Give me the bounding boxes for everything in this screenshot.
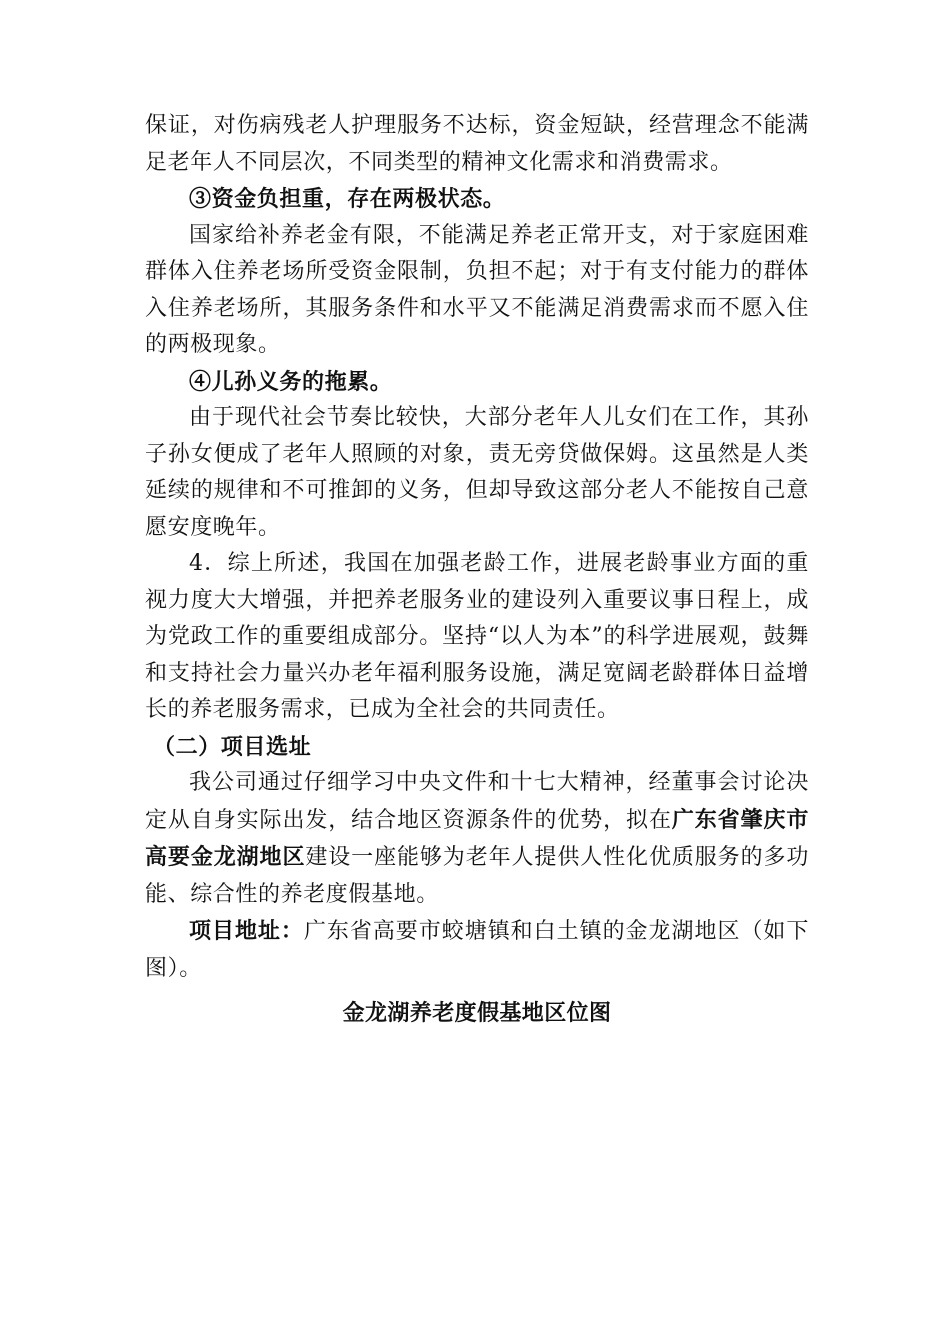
site-text-before: 我公司通过仔细学习中央文件和十七大精神，经董事会讨论决定从自身实际出发，结合地区资源条件的优势，拟在 bbox=[145, 770, 809, 833]
subheading-grandchildren-duty: ④儿孙义务的拖累。 bbox=[189, 368, 393, 395]
paragraph-funding: 国家给补养老金有限，不能满足养老正常开支，对于家庭困难群体入住养老场所受资金限制，负担不起；对于有支付能力的群体入住养老场所，其服务条件和水平又不能满足消费需求而不愿入住的两极现象。 bbox=[145, 222, 809, 357]
paragraph-summary: 4．综上所述，我国在加强老龄工作，进展老龄事业方面的重视力度大大增强，并把养老服务业的建设列入重要议事日程上，成为党政工作的重要组成部分。坚持“以人为本”的科学进展观，鼓舞和支持社会力量兴办老年福利服务设施，满足宽阔老龄群体日益增长的养老服务需求，已成为全社会的共同责任。 bbox=[145, 551, 809, 722]
address-label: 项目地址： bbox=[189, 918, 304, 944]
address-text: 广东省高要市蛟塘镇和白土镇的金龙湖地区（如下图）。 bbox=[145, 919, 809, 981]
subheading-funding-burden: ③资金负担重，存在两极状态。 bbox=[189, 186, 506, 212]
paragraph-grandchildren: 由于现代社会节奏比较快，大部分老年人儿女们在工作，其孙子孙女便成了老年人照顾的对象，责无旁贷做保姆。这虽然是人类延续的规律和不可推卸的义务，但却导致这部分老人不能按自己意愿安度晚年。 bbox=[145, 405, 809, 540]
paragraph-continuation: 保证，对伤病残老人护理服务不达标，资金短缺，经营理念不能满足老年人不同层次，不同类型的精神文化需求和消费需求。 bbox=[145, 113, 809, 175]
site-location-emphasis: 广东省肇庆市高要金龙湖地区 bbox=[145, 806, 809, 870]
site-text-after: 建设一座能够为老年人提供人性化优质服务的多功能、综合性的养老度假基地。 bbox=[145, 845, 810, 907]
figure-caption: 金龙湖养老度假基地区位图 bbox=[342, 1000, 612, 1026]
paragraph-site-selection bbox=[145, 765, 809, 913]
document-body bbox=[145, 108, 809, 1032]
section-title-project-site: （二）项目选址 bbox=[153, 733, 312, 760]
paragraph-project-address bbox=[145, 913, 809, 987]
